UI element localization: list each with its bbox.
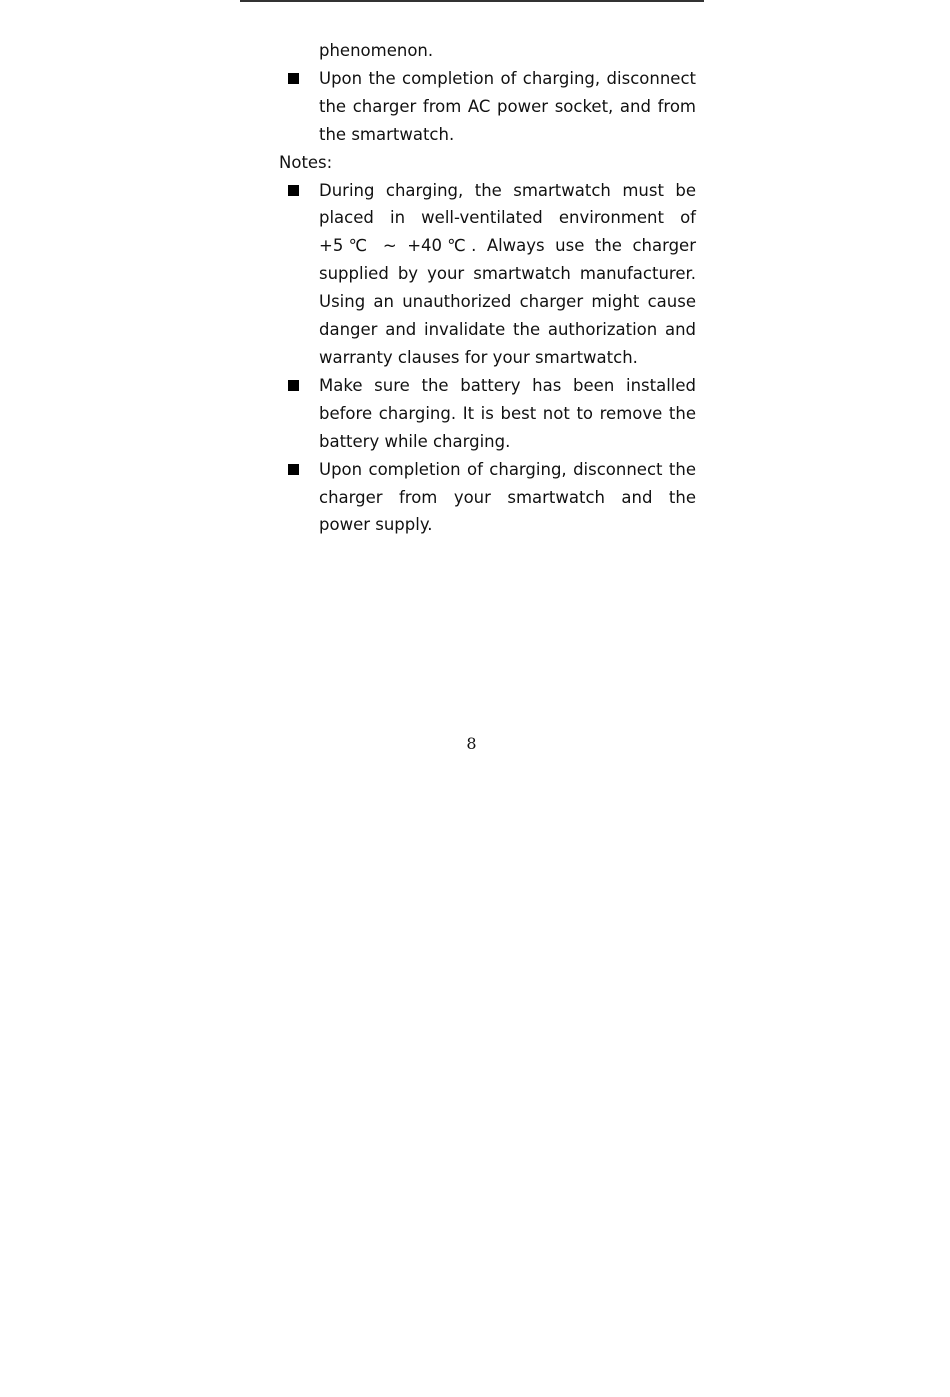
list-item-text: During charging, the smartwatch must be placed in well-ventilated environment of +5℃ ~ +40℃. Always use the charger supplied by your smartwatch manufacturer. Using an unauthorized charger might cause danger and invalidate the authorization and warranty clauses for your smartwatch. — [319, 180, 696, 367]
notes-heading: Notes: — [279, 152, 333, 172]
list-item-text: Make sure the battery has been installed before charging. It is best not to remove the battery while charging. — [319, 375, 696, 451]
square-bullet-icon — [288, 380, 299, 391]
list-item-text: Upon completion of charging, disconnect the charger from your smartwatch and the power supply. — [319, 459, 696, 535]
page-number: 8 — [466, 734, 477, 753]
square-bullet-icon — [288, 73, 299, 84]
header-rule — [240, 0, 704, 2]
list-item — [279, 177, 696, 372]
list-item — [279, 372, 696, 456]
list-item — [279, 456, 696, 540]
list-item — [279, 65, 696, 149]
continuation-text: phenomenon. — [319, 41, 434, 60]
square-bullet-icon — [288, 464, 299, 475]
page-body — [279, 37, 696, 539]
square-bullet-icon — [288, 185, 299, 196]
list-item-text: Upon the completion of charging, disconnect the charger from AC power socket, and from the smartwatch. — [319, 68, 696, 144]
